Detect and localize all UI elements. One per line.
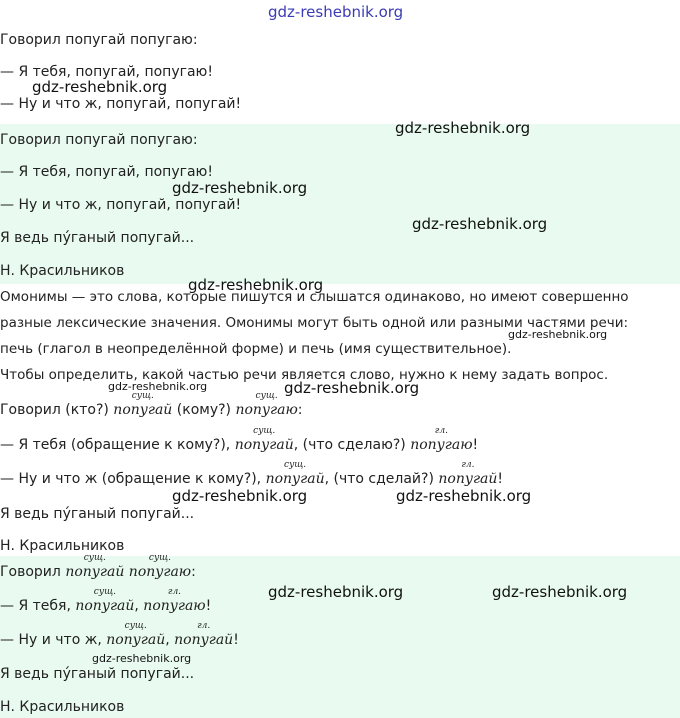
watermark: gdz-reshebnik.org <box>492 583 628 601</box>
watermark: gdz-reshebnik.org <box>188 276 324 294</box>
text-fragment: — Я тебя, <box>0 598 76 614</box>
text-fragment: , (что сделаю?) <box>293 437 411 453</box>
text-fragment: ! <box>205 598 212 614</box>
verb-mark: гл. <box>434 426 448 436</box>
explanation-line4: Чтобы определить, какой частью речи является слово, нужно к нему задать вопрос. <box>0 367 609 383</box>
word-verb <box>143 587 206 615</box>
word-noun <box>75 587 135 615</box>
watermark-small: gdz-reshebnik.org <box>108 380 208 393</box>
watermark: gdz-reshebnik.org <box>268 583 404 601</box>
marked-author: Н. Красильников <box>0 699 125 715</box>
text-fragment: , (что сделай?) <box>324 471 439 487</box>
word-text: попугаю <box>128 564 192 580</box>
analysis-author: Н. Красильников <box>0 538 125 554</box>
word-noun <box>128 553 192 581</box>
verb-mark: гл. <box>167 587 182 597</box>
text-fragment: Говорил (кто?) <box>0 402 114 418</box>
word-text: попугай <box>174 632 234 648</box>
watermark: gdz-reshebnik.org <box>172 179 308 197</box>
poem2-line2: — Я тебя, попугай, попугаю! <box>0 164 213 180</box>
text-fragment: : <box>191 564 196 580</box>
watermark-top: gdz-reshebnik.org <box>268 3 404 21</box>
text-fragment: (кому?) <box>172 402 236 418</box>
analysis-line4: Я ведь пу́ганый попугай... <box>0 506 195 522</box>
analysis-line3 <box>0 460 504 488</box>
word-text: попугай <box>113 402 173 418</box>
word-noun <box>113 391 173 419</box>
explanation-line1: Омонимы — это слова, которые пишутся и слышатся одинаково, но имеют совершенно <box>0 289 629 305</box>
watermark: gdz-reshebnik.org <box>32 78 168 96</box>
word-noun <box>235 391 298 419</box>
word-text: попугаю <box>410 437 473 453</box>
word-noun <box>234 426 294 454</box>
text-fragment: ! <box>233 632 239 648</box>
analysis-line1 <box>0 391 303 419</box>
word-text: попугай <box>265 471 325 487</box>
text-fragment: , <box>165 632 175 648</box>
watermark: gdz-reshebnik.org <box>412 215 548 233</box>
text-fragment: , <box>134 598 144 614</box>
explanation-line2: разные лексические значения. Омонимы могут быть одной или разными частями речи: <box>0 315 629 331</box>
text-fragment: — Ну и что ж (обращение к кому?), <box>0 471 266 487</box>
word-text: попугай <box>75 598 135 614</box>
word-verb <box>438 460 498 488</box>
noun-mark: сущ. <box>284 460 307 470</box>
poem2-line4: Я ведь пу́ганый попугай... <box>0 230 195 246</box>
analysis-line2 <box>0 426 479 454</box>
word-text: попугай <box>65 564 125 580</box>
poem1-line1: Говорил попугай попугаю: <box>0 32 198 48</box>
word-text: попугай <box>106 632 166 648</box>
poem2-author: Н. Красильников <box>0 263 125 279</box>
marked-line3 <box>0 621 239 649</box>
text-fragment: — Ну и что ж, <box>0 632 107 648</box>
noun-mark: сущ. <box>93 587 116 597</box>
watermark-small: gdz-reshebnik.org <box>92 652 192 665</box>
text-fragment: — Я тебя (обращение к кому?), <box>0 437 235 453</box>
verb-mark: гл. <box>197 621 211 631</box>
marked-line4: Я ведь пу́ганый попугай... <box>0 666 195 682</box>
verb-mark: гл. <box>461 460 475 470</box>
word-noun <box>265 460 325 488</box>
noun-mark: сущ. <box>131 391 154 401</box>
noun-mark: сущ. <box>148 553 172 563</box>
watermark: gdz-reshebnik.org <box>172 487 308 505</box>
text-fragment: : <box>297 402 303 418</box>
marked-line1 <box>0 553 196 581</box>
word-text: попугай <box>234 437 294 453</box>
text-fragment: ! <box>472 437 479 453</box>
text-fragment: ! <box>497 471 504 487</box>
watermark: gdz-reshebnik.org <box>395 119 531 137</box>
word-text: попугай <box>438 471 498 487</box>
poem2-line3: — Ну и что ж, попугай, попугай! <box>0 197 242 213</box>
word-text: попугаю <box>143 598 206 614</box>
explanation-line3: печь (глагол в неопределённой форме) и печь (имя существительное). <box>0 341 512 357</box>
watermark: gdz-reshebnik.org <box>396 487 532 505</box>
poem1-line2: — Я тебя, попугай, попугаю! <box>0 64 213 80</box>
text-fragment: Говорил <box>0 564 66 580</box>
marked-line2 <box>0 587 212 615</box>
poem2-line1: Говорил попугай попугаю: <box>0 132 198 148</box>
noun-mark: сущ. <box>83 553 106 563</box>
watermark-small: gdz-reshebnik.org <box>508 328 608 341</box>
noun-mark: сущ. <box>124 621 147 631</box>
poem1-line3: — Ну и что ж, попугай, попугай! <box>0 96 242 112</box>
word-verb <box>174 621 234 649</box>
word-noun <box>106 621 166 649</box>
noun-mark: сущ. <box>255 391 278 401</box>
word-text: попугаю <box>235 402 298 418</box>
watermark: gdz-reshebnik.org <box>284 379 420 397</box>
word-noun <box>65 553 125 581</box>
word-verb <box>410 426 473 454</box>
noun-mark: сущ. <box>253 426 276 436</box>
